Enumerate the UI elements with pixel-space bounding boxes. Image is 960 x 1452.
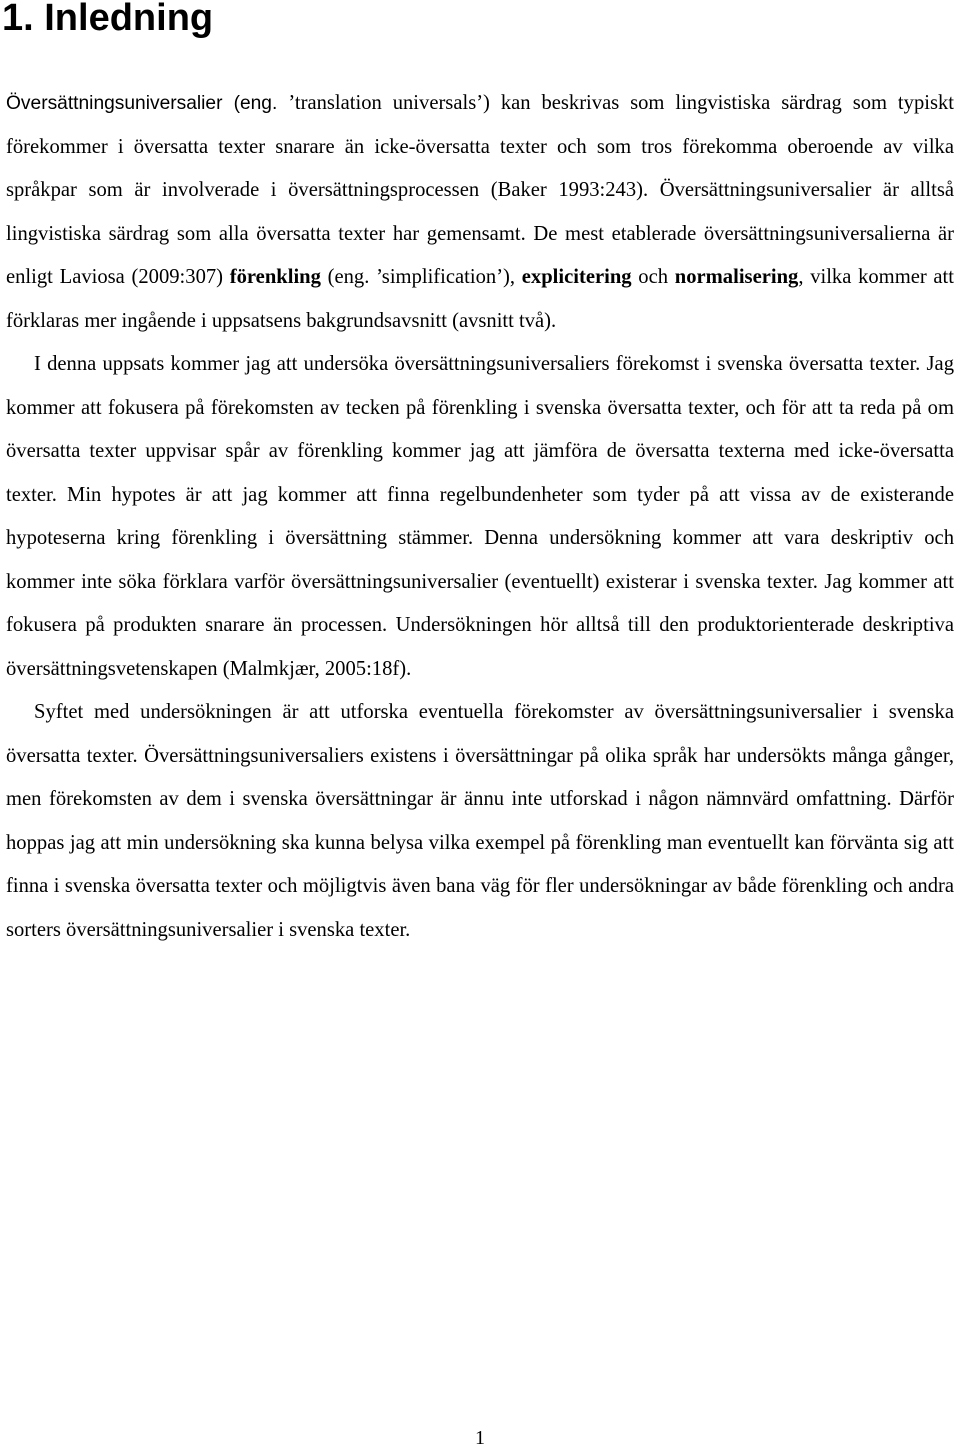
paragraph-purpose: Syftet med undersökningen är att utforska eventuella förekomster av översättningsuniversalier i svenska översatta texter. Översättningsuniversaliers existens i översättningar på olika språk har undersökts många gånger, men förekomsten av dem i svenska översättningar är ännu inte utforskad i någon nämnvärd omfattning. Därför hoppas jag att min undersökning ska kunna belysa vilka exempel på förenkling man eventuellt kan förvänta sig att finna i svenska översatta texter och möjligtvis även bana väg för fler undersökningar av både förenkling och andra sorters översättningsuniversalier i svenska texter. <box>6 701 954 941</box>
body-text <box>6 82 954 952</box>
section-heading: 1. Inledning <box>2 0 214 39</box>
term-explicitering: explicitering <box>521 266 632 288</box>
intro-sentence-start: Översättningsuniversalier (eng. <box>6 93 289 114</box>
intro-sentence-rest: ’translation universals’) kan beskrivas som lingvistiska särdrag som typiskt förekommer i översatta texter snarare än icke-översatta texter och som tros förekomma oberoende av vilka språkpar som är involverade i översättningsprocessen (Baker 1993:243). Översättningsuniversalier är alltså lingvistiska särdrag som alla översatta texter har gemensamt. De mest etablerade översättningsuniversalierna är enligt Laviosa (2009:307) <box>6 92 954 288</box>
paragraph-method: I denna uppsats kommer jag att undersöka översättningsuniversaliers förekomst i svenska översatta texter. Jag kommer att fokusera på förekomsten av tecken på förenkling i svenska översatta texter, och för att ta reda på om översatta texter uppvisar spår av förenkling kommer jag att jämföra de översatta texterna med icke-översatta texter. Min hypotes är att jag kommer att finna regelbundenheter som tyder på att vissa av de existerande hypoteserna kring förenkling i översättning stämmer. Denna undersökning kommer att vara deskriptiv och kommer inte söka förklara varför översättningsuniversalier (eventuellt) existerar i svenska texter. Jag kommer att fokusera på produkten snarare än processen. Undersökningen hör alltså till den produktorienterade deskriptiva översättningsvetenskapen (Malmkjær, 2005:18f). <box>6 353 954 680</box>
term-normalisering: normalisering <box>674 266 799 288</box>
intro-text-3: och <box>631 266 675 288</box>
term-forenkling: förenkling <box>229 266 321 288</box>
intro-text-2: (eng. ’simplification’), <box>320 266 522 288</box>
page-number: 1 <box>475 1427 485 1449</box>
intro-text-4: , vilka kommer att förklaras mer ingående i uppsatsens bakgrundsavsnitt (avsnitt två). <box>6 266 955 332</box>
paragraph-introduction <box>6 82 954 343</box>
